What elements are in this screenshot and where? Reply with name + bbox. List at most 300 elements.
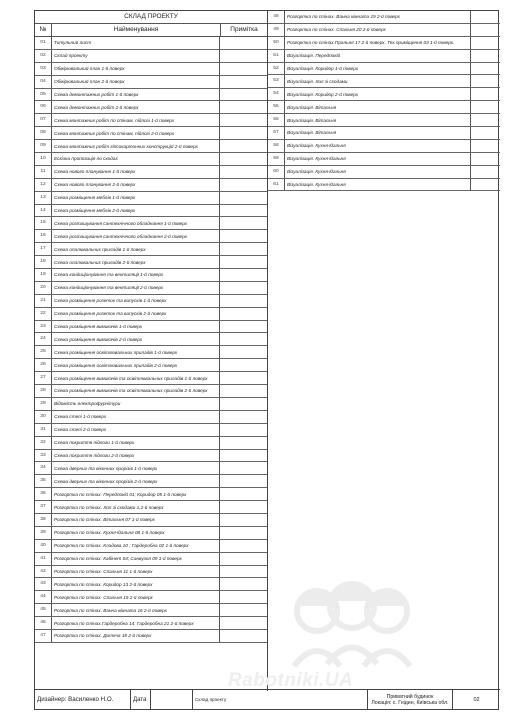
row-number: 49 [268,24,285,36]
row-note [220,398,267,410]
row-number: 04 [35,76,52,88]
sheet-number: 02 [473,696,480,703]
row-note [220,230,267,242]
row-name: Розгортка по стінах.Пральня 17 2-й поверх. Тех.приміщення 03 1-й поверх. [287,40,455,46]
row-number: 57 [268,127,285,139]
row-name: Схема розташування сантехнічного обладнання 2-й поверх [54,233,188,239]
row-name-cell [285,11,471,23]
row-name: Візуалізація. Кухня-їдальня [287,182,346,188]
row-note [220,101,267,113]
row-name: Схема розміщення освітлювальних приладів 2-й поверх [54,362,178,368]
row-number: 25 [35,346,52,358]
table-row [268,179,500,192]
row-note [220,424,267,436]
row-number: 12 [35,179,52,191]
row-name-cell [52,217,220,229]
row-name: Візуалізація. Коридор 1-й поверх [287,66,359,71]
row-name: Схема розміщення розеток та випусків 2-й поверх [54,311,167,317]
row-note [471,63,500,75]
left-table-body [35,37,267,643]
row-number: 07 [35,114,52,126]
row-note [471,50,500,62]
table-row [35,553,267,566]
row-name-cell [285,24,471,36]
row-name-cell [52,192,220,204]
row-name-cell [52,372,220,384]
row-name: Візуалізація. Кухня-їдальня [287,156,346,162]
row-name-cell [52,76,220,88]
row-name: Схема монтажних робіт по стінам, підлозі 2-й поверх [54,130,175,136]
row-number: 56 [268,114,285,126]
row-note [220,282,267,294]
row-note [220,359,267,371]
row-number: 21 [35,295,52,307]
row-note [220,179,267,191]
row-number: 52 [268,63,285,75]
row-note [471,11,500,23]
row-name-cell [52,140,220,152]
row-number: 06 [35,101,52,113]
row-number: 03 [35,63,52,75]
row-note [220,514,267,526]
house-location: Локація: с. Гнідин, Київська обл. [371,699,449,706]
table-row [35,230,267,243]
row-name: Схема демонтажних робіт 1-й поверх [54,92,139,97]
house-cell [368,690,453,709]
row-name-cell [52,424,220,436]
table-row [35,140,267,153]
row-name-cell [52,462,220,474]
row-number: 26 [35,359,52,371]
row-name: Візуалізація. Вітальня [287,117,337,123]
row-number: 39 [35,527,52,539]
row-name: Схема розміщення вимикачів 2-й поверх [54,336,143,342]
row-number: 59 [268,153,285,165]
row-name: Візуалізація. Вітальня [287,104,337,110]
table-row [268,50,500,63]
row-name: Розгортка по стінах. Кабінет 04; Санвузол 09 1-й поверх [54,556,182,562]
table-row [35,269,267,282]
row-number: 35 [35,475,52,487]
row-name-cell [52,230,220,242]
row-note [220,76,267,88]
row-name-cell [52,591,220,603]
row-name: Схема покриття підлоги 2-й поверх [54,452,135,458]
table-row [35,114,267,127]
row-name-cell [52,630,220,642]
row-note [220,205,267,217]
row-note [220,114,267,126]
row-name: Схема розміщення меблів 1-й поверх [54,195,136,201]
table-row [35,424,267,437]
row-number: 51 [268,50,285,62]
table-row [35,488,267,501]
left-table [35,11,267,643]
table-row [35,63,267,76]
row-name: Розгортка по стінах. Кладова 10 ; Гардеробна 02 1-й поверх [54,543,189,549]
row-name: Схема стелі 1-й поверх [54,414,107,420]
watermark-text: Rabotniki.UA [228,670,354,691]
table-row [268,127,500,140]
row-name-cell [52,527,220,539]
row-name-cell [285,50,471,62]
row-name-cell [52,101,220,113]
row-name: Схема дверних та віконних прорізів 1-й поверх [54,465,158,471]
table-row [35,76,267,89]
table-row [268,101,500,114]
table-header [35,24,267,37]
row-name: Схема кондиціонування та вентиляції 1-й поверх [54,272,164,278]
row-name-cell [285,114,471,126]
row-note [220,243,267,255]
row-name-cell [52,179,220,191]
row-number: 34 [35,462,52,474]
row-name-cell [52,346,220,358]
table-row [35,321,267,334]
table-row [268,75,500,88]
row-name: Розгортка по стінах. Передпокій 01; Коридор 05 1-й поверх [54,491,187,497]
row-name: Розгортка по стінах. Вітальня 07 1-й поверх [54,517,155,523]
document-frame [34,10,499,710]
row-name-cell [52,63,220,75]
row-note [220,540,267,552]
row-name: Схема кондиціонування та вентиляції 2-й поверх [54,285,164,291]
row-name: Розгортка по стінах.Гардеробна 14; Гардеробна 21 2-й поверх [54,620,194,626]
row-note [220,321,267,333]
table-row [35,89,267,102]
table-row [35,166,267,179]
table-row [35,101,267,114]
table-row [35,243,267,256]
row-name: Схема розміщення вимикачів та освітлювальних приладів 1-й поверх [54,375,208,381]
row-number: 37 [35,501,52,513]
row-name: Розгортка по стінах. Хол зі сходами 1,2-й поверх [54,504,164,510]
table-row [35,179,267,192]
table-row [35,540,267,553]
date-label: Дата [131,690,151,709]
row-note [471,127,500,139]
row-note [471,88,500,100]
row-number: 11 [35,166,52,178]
row-note [220,488,267,500]
row-name: Схема покриття підлоги 1-й поверх [54,440,135,446]
row-name-cell [52,166,220,178]
row-note [220,256,267,268]
row-name: Схема опалювальних приладів 1-й поверх [54,246,146,252]
row-name: Візуалізація. Кухня-їдальня [287,143,346,149]
row-note [220,527,267,539]
row-name: Схема стелі 2-й поверх [54,427,107,433]
row-name-cell [52,127,220,139]
project-cell: Склад проекту [193,690,368,709]
table-row [35,372,267,385]
table-row [268,88,500,101]
row-name: Розгортка по стінах. Дитяча 18 2-й поверх [54,633,152,639]
row-number: 53 [268,75,285,87]
row-note [220,269,267,281]
row-number: 46 [35,617,52,629]
row-number: 14 [35,205,52,217]
table-row [35,437,267,450]
row-number: 01 [35,37,52,49]
row-note [220,591,267,603]
row-number: 55 [268,101,285,113]
row-note [471,24,500,36]
row-note [471,37,500,49]
row-name-cell [52,450,220,462]
table-row [35,450,267,463]
row-name-cell [52,308,220,320]
row-name: Схема монтажних робіт по стінам, підлозі 1-й поверх [54,117,175,123]
table-row [35,398,267,411]
row-number: 19 [35,269,52,281]
row-number: 09 [35,140,52,152]
row-number: 47 [35,630,52,642]
row-name-cell [285,140,471,152]
row-number: 44 [35,591,52,603]
table-row [35,192,267,205]
row-name-cell [52,617,220,629]
right-table [268,11,500,191]
row-name: Схема монтажних робіт гіпсокартонних конструкцій 2-й поверх [54,143,198,149]
row-number: 20 [35,282,52,294]
table-row [35,346,267,359]
table-row [35,617,267,630]
table-row [35,411,267,424]
header-note: Примітка [230,26,258,33]
table-row [35,475,267,488]
row-name-cell [52,269,220,281]
row-name-cell [52,89,220,101]
row-note [220,37,267,49]
row-name: Візуалізація. Передпокій [287,53,341,59]
row-number: 24 [35,333,52,345]
row-number: 43 [35,578,52,590]
row-name: Схема розміщення меблів 2-й поверх [54,208,136,214]
row-number: 61 [268,179,285,191]
designer-cell: Дизайнер: Василенко Н.О. [35,690,131,709]
row-number: 08 [35,127,52,139]
row-name: Схема нового планування 2-й поверх [54,182,136,188]
row-number: 23 [35,321,52,333]
row-note [220,63,267,75]
row-name: Візуалізація. Коридор 2-й поверх [287,91,359,97]
row-number: 16 [35,230,52,242]
table-row [35,308,267,321]
title-block [35,689,500,709]
row-name: Схема розміщення вимикачів 1-й поверх [54,324,143,330]
row-name-cell [285,153,471,165]
row-note [220,462,267,474]
table-row [35,295,267,308]
table-row [35,359,267,372]
table-row [35,385,267,398]
row-number: 50 [268,37,285,49]
row-name-cell [52,295,220,307]
row-note [220,372,267,384]
row-name-cell [285,179,471,191]
row-name-cell [52,398,220,410]
row-number: 28 [35,385,52,397]
table-row [268,24,500,37]
row-name-cell [52,553,220,565]
row-name: Візуалізація. Хол зі сходами [287,78,348,84]
row-name: Титульний лист [54,40,92,46]
row-number: 38 [35,514,52,526]
row-name: Розгортка по стінах. Спальня 11 1-й поверх [54,568,153,574]
row-note [220,475,267,487]
table-row [35,578,267,591]
table-row [35,527,267,540]
table-row [35,333,267,346]
row-number: 58 [268,140,285,152]
row-number: 30 [35,411,52,423]
row-number: 33 [35,450,52,462]
row-number: 48 [268,11,285,23]
row-name: Схема розміщення вимикачів та освітлювальних приладів 2-й поверх [54,388,208,394]
row-note [220,333,267,345]
table-row [35,217,267,230]
row-name: Склад проекту [54,53,88,59]
row-name: Ескізна пропозиція по сходах [54,156,118,162]
row-note [220,630,267,642]
row-number: 40 [35,540,52,552]
table-row [268,166,500,179]
table-row [268,114,500,127]
date-value-cell [151,690,193,709]
row-name: Обмірювальний план 2-й поверх [54,79,125,85]
row-name: Розгортка по стінах. Спальня 20 2-й поверх [287,27,386,33]
row-number: 31 [35,424,52,436]
row-name-cell [285,127,471,139]
row-number: 17 [35,243,52,255]
row-note [220,501,267,513]
row-name-cell [52,256,220,268]
row-note [220,604,267,616]
row-number: 45 [35,604,52,616]
row-name-cell [52,578,220,590]
row-name-cell [52,114,220,126]
row-note [471,114,500,126]
row-name: Візуалізація. Вітальня [287,130,337,136]
table-row [35,256,267,269]
house-name: Приватний будинок [386,693,434,700]
row-number: 10 [35,153,52,165]
row-name-cell [52,359,220,371]
row-name-cell [285,37,471,49]
row-note [220,566,267,578]
table-row [35,282,267,295]
row-name: Схема розташування сантехнічного обладнання 1-й поверх [54,220,188,226]
row-note [471,101,500,113]
row-note [220,553,267,565]
table-row [35,37,267,50]
row-number: 18 [35,256,52,268]
table-row [268,63,500,76]
row-note [220,450,267,462]
row-name: Схема нового планування 1-й поверх [54,169,136,175]
row-name-cell [52,540,220,552]
row-note [220,127,267,139]
row-name: Схема дверних та віконних прорізів 2-й поверх [54,478,158,484]
row-name-cell [285,166,471,178]
row-note [220,140,267,152]
row-number: 05 [35,89,52,101]
row-number: 29 [35,398,52,410]
row-name: Розгортка по стінах. Ванна кімната 19 2-й поверх [287,14,400,20]
row-number: 54 [268,88,285,100]
row-name-cell [52,37,220,49]
table-title: СКЛАД ПРОЕКТУ [35,11,267,24]
row-number: 27 [35,372,52,384]
row-name: Обмірювальний план 1-й поверх [54,66,125,72]
row-name-cell [285,75,471,87]
table-row [35,50,267,63]
row-note [220,346,267,358]
table-row [35,205,267,218]
row-number: 36 [35,488,52,500]
row-number: 60 [268,166,285,178]
row-name-cell [52,50,220,62]
row-name-cell [285,88,471,100]
row-note [220,295,267,307]
row-note [220,50,267,62]
row-note [471,75,500,87]
table-row [268,140,500,153]
row-name-cell [52,321,220,333]
row-note [220,217,267,229]
row-note [220,437,267,449]
row-name: Розгортка по стінах. Спальня 15 2-й поверх [54,594,153,600]
table-row [35,514,267,527]
table-row [35,153,267,166]
row-number: 15 [35,217,52,229]
row-name: Схема опалювальних приладів 2-й поверх [54,259,146,265]
row-note [220,617,267,629]
row-note [471,179,500,191]
row-name-cell [52,411,220,423]
row-name: Схема демонтажних робіт 2-й поверх [54,104,139,110]
row-name-cell [52,153,220,165]
row-note [220,578,267,590]
row-name: Схема розміщення освітлювальних приладів 1-й поверх [54,349,178,355]
table-row [268,11,500,24]
row-name-cell [52,333,220,345]
header-name: Найменування [52,24,221,36]
row-name: Розгортка по стінах. Кухня-їдальня 08 1-й поверх [54,530,165,536]
table-row [35,462,267,475]
row-name-cell [52,243,220,255]
row-name-cell [52,475,220,487]
right-table-body [268,11,500,191]
row-number: 13 [35,192,52,204]
row-note [220,385,267,397]
row-name-cell [52,437,220,449]
table-row [35,591,267,604]
table-row [35,501,267,514]
row-number: 42 [35,566,52,578]
table-row [35,127,267,140]
row-number: 32 [35,437,52,449]
row-name-cell [52,385,220,397]
row-name-cell [52,282,220,294]
row-note [220,153,267,165]
row-name-cell [285,63,471,75]
row-note [220,411,267,423]
row-name: Візуалізація. Кухня-їдальня [287,169,346,175]
table-row [268,37,500,50]
row-number: 22 [35,308,52,320]
